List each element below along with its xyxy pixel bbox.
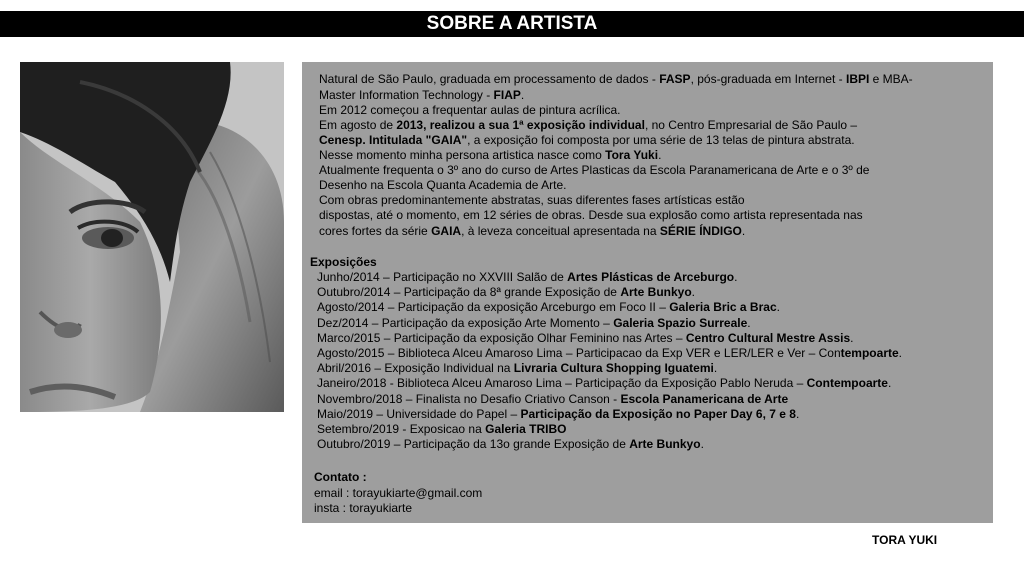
text-segment: .: [691, 285, 695, 300]
exhibitions-heading: Exposições: [310, 255, 377, 269]
bold-text: Arte Bunkyo: [620, 285, 692, 300]
text-segment: , a exposição foi composta por uma série de 13 telas de pintura abstrata.: [467, 133, 855, 147]
text-segment: .: [850, 330, 854, 345]
bold-text: Cenesp. Intitulada "GAIA": [319, 133, 468, 147]
text-segment: .: [741, 224, 746, 238]
text-segment: .: [734, 270, 738, 284]
exhibition-item: [317, 270, 737, 285]
exhibition-item: [317, 331, 853, 346]
bio-text: [302, 62, 993, 523]
text-segment: Agosto/2014 – Participação da exposição Arceburgo em Foco II –: [317, 300, 670, 315]
bold-text: Contempoarte: [806, 376, 888, 391]
bold-text: Participação da Exposição no Paper Day 6, 7 e 8: [520, 406, 796, 421]
bold-text: Galeria Spazio Surreale: [613, 315, 748, 330]
exhibition-item: [317, 300, 780, 315]
bold-text: Centro Cultural Mestre Assis: [685, 330, 851, 345]
bold-text: SÉRIE ÍNDIGO: [659, 224, 742, 238]
contact-heading: Contato :: [314, 470, 367, 484]
text-segment: .: [776, 300, 780, 315]
text-segment: Outubro/2019 – Participação da 13o grande Exposição de: [317, 437, 630, 452]
exhibition-item: [317, 376, 891, 391]
exhibition-item: [317, 285, 695, 300]
bio-line: [319, 118, 857, 133]
contact-insta: insta : torayukiarte: [314, 501, 413, 515]
exhibition-item: [317, 316, 751, 331]
bold-text: Livraria Cultura Shopping Iguatemi: [513, 361, 714, 376]
bold-text: Tora Yuki: [605, 148, 659, 162]
text-segment: .: [795, 406, 800, 421]
exhibition-item: [317, 361, 717, 376]
bio-line: [319, 163, 869, 178]
text-segment: Com obras predominantemente abstratas, suas diferentes fases artísticas estão: [319, 193, 745, 207]
text-segment: Junho/2014 – Participação no XXVIII Salão de: [317, 270, 568, 284]
text-segment: Dez/2014 – Participação da exposição Arte Momento –: [317, 315, 614, 330]
text-segment: Setembro/2019 - Exposicao na: [317, 422, 486, 436]
text-segment: Em agosto de: [319, 118, 397, 132]
bio-line: [319, 133, 855, 148]
text-segment: Nesse momento minha persona artistica nasce como: [319, 148, 606, 162]
bold-text: Galeria Bric a Brac: [669, 300, 777, 315]
bold-text: Galeria TRIBO: [485, 422, 567, 436]
exhibition-item: [317, 407, 799, 422]
text-segment: Master Information Technology -: [319, 88, 494, 102]
text-segment: Agosto/2015 – Biblioteca Alceu Amaroso Lima – Participacao da Exp VER e LER/LER e Ver – Con: [317, 346, 841, 360]
contact-email[interactable]: email : torayukiarte@gmail.com: [314, 486, 483, 500]
bio-line: [319, 208, 863, 223]
text-segment: .: [898, 346, 902, 360]
text-segment: dispostas, até o momento, em 12 séries de obras. Desde sua explosão como artista representada nas: [319, 208, 863, 222]
text-segment: e MBA-: [869, 72, 913, 86]
bio-panel: [302, 62, 993, 523]
bold-text: tempoarte: [840, 346, 899, 360]
bold-text: Escola Panamericana de Arte: [620, 391, 789, 406]
bold-text: GAIA: [431, 224, 462, 238]
bio-line: [319, 103, 621, 118]
bold-text: IBPI: [845, 72, 870, 86]
text-segment: .: [658, 148, 662, 162]
text-segment: cores fortes da série: [319, 224, 432, 238]
exhibition-item: [317, 437, 704, 452]
artist-photo: [20, 62, 284, 412]
exhibition-item: [317, 346, 902, 361]
text-segment: .: [700, 437, 704, 452]
bold-text: Artes Plásticas de Arceburgo: [567, 270, 735, 284]
bio-line: [319, 178, 567, 193]
text-segment: Outubro/2014 – Participação da 8ª grande Exposição de: [317, 285, 621, 300]
exhibition-item: [317, 392, 788, 407]
page-title: SOBRE A ARTISTA: [426, 13, 598, 34]
text-segment: Marco/2015 – Participação da exposição Olhar Feminino nas Artes –: [317, 330, 686, 345]
bold-text: FIAP: [493, 88, 521, 102]
bold-text: 2013, realizou a sua 1ª exposição individual: [396, 118, 645, 132]
bio-line: [319, 193, 745, 208]
bio-line: [319, 224, 745, 239]
text-segment: .: [520, 88, 525, 102]
text-segment: Maio/2019 – Universidade do Papel –: [317, 406, 521, 421]
bold-text: FASP: [659, 72, 691, 86]
bio-line: [319, 72, 913, 87]
text-segment: .: [747, 315, 751, 330]
bio-line: [319, 148, 661, 163]
text-segment: .: [887, 376, 892, 391]
text-segment: , pós-graduada em Internet -: [690, 72, 846, 86]
signature: TORA YUKI: [872, 533, 938, 547]
text-segment: Abril/2016 – Exposição Individual na: [317, 361, 514, 376]
text-segment: , à leveza conceitual apresentada na: [461, 224, 660, 238]
exhibition-item: [317, 422, 566, 437]
text-segment: Janeiro/2018 - Biblioteca Alceu Amaroso Lima – Participação da Exposição Pablo Neruda –: [317, 376, 807, 391]
bio-line: [319, 88, 524, 103]
bold-text: Arte Bunkyo: [629, 437, 701, 452]
text-segment: Natural de São Paulo, graduada em processamento de dados -: [319, 72, 660, 86]
text-segment: , no Centro Empresarial de São Paulo –: [644, 118, 858, 132]
text-segment: Atualmente frequenta o 3º ano do curso de Artes Plasticas da Escola Paranamericana de Arte e o 3º de: [319, 163, 870, 177]
text-segment: Desenho na Escola Quanta Academia de Arte.: [319, 178, 567, 192]
text-segment: .: [713, 361, 718, 376]
text-segment: Em 2012 começou a frequentar aulas de pintura acrílica.: [319, 103, 621, 117]
text-segment: Novembro/2018 – Finalista no Desafio Criativo Canson -: [317, 391, 621, 406]
